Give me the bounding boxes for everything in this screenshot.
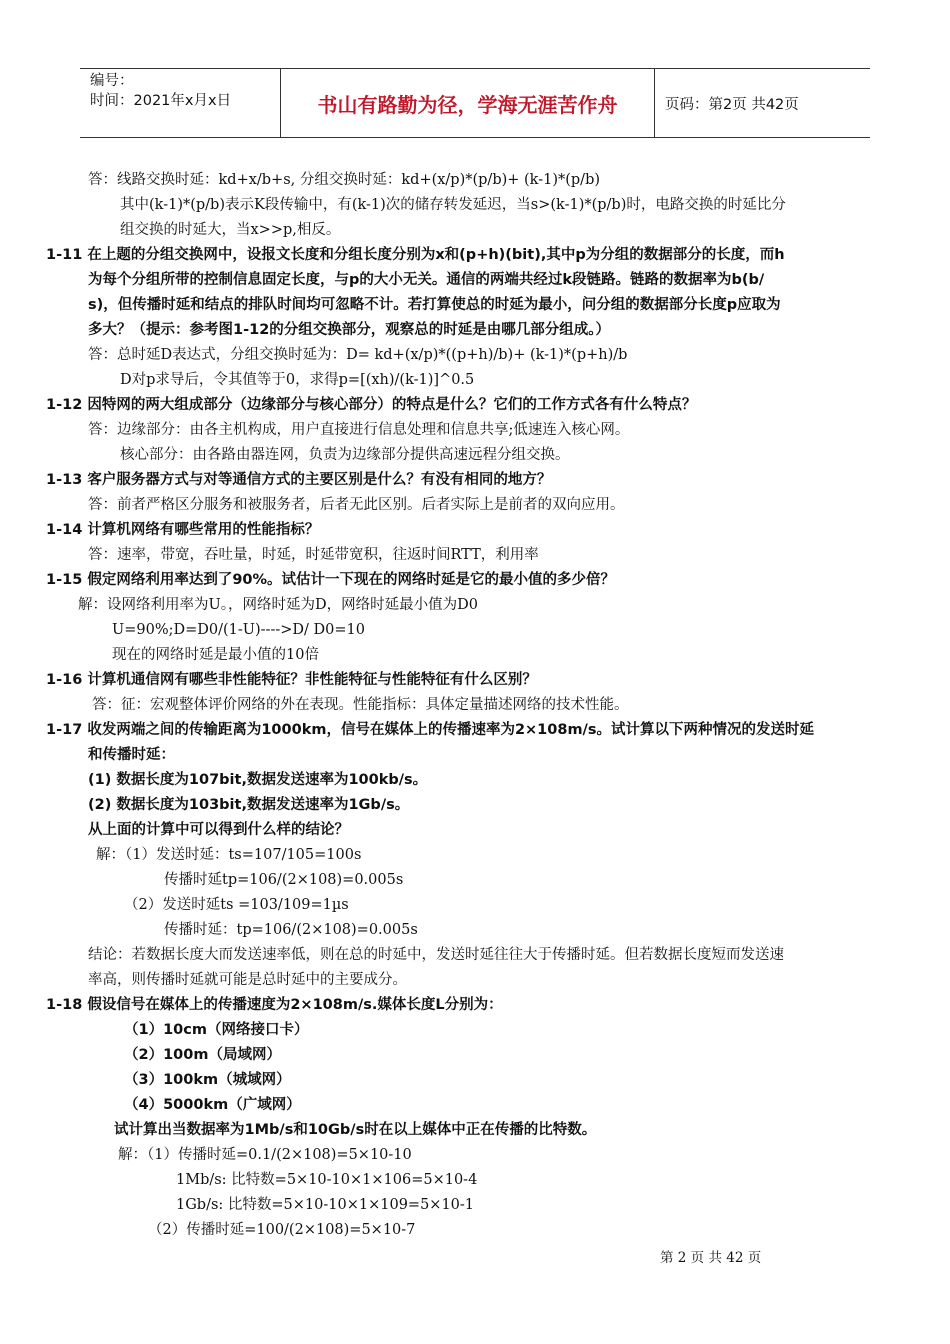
question-line: 1-16 计算机通信网有哪些非性能特征？非性能特征与性能特征有什么区别？ <box>46 672 537 688</box>
question-line: 1-13 客户服务器方式与对等通信方式的主要区别是什么？有没有相同的地方？ <box>46 472 552 488</box>
answer-line: 传播时延：tp=106/(2×108)=0.005s <box>164 922 418 938</box>
question-line: （1）10cm（网络接口卡） <box>124 1022 309 1038</box>
question-line: 1-11 在上题的分组交换网中，设报文长度和分组长度分别为x和(p+h)(bit),其中p为分组的数据部分的长度，而h <box>46 247 785 263</box>
answer-line: 解：（1）发送时延：ts=107/105=100s <box>96 847 362 863</box>
question-line: (1) 数据长度为107bit,数据发送速率为100kb/s。 <box>88 772 428 788</box>
answer-line: （2）传播时延=100/(2×108)=5×10-7 <box>148 1222 416 1238</box>
page-header <box>80 68 870 138</box>
question-line: （4）5000km（广域网） <box>124 1097 301 1113</box>
answer-line: 1Mb/s: 比特数=5×10-10×1×106=5×10-4 <box>176 1172 478 1188</box>
answer-line: 现在的网络时延是最小值的10倍 <box>112 647 319 663</box>
question-line: 1-17 收发两端之间的传输距离为1000km，信号在媒体上的传播速率为2×108m/s。试计算以下两种情况的发送时延 <box>46 722 814 738</box>
date-label: 时间：2021年x月x日 <box>90 93 232 109</box>
answer-line: 结论：若数据长度大而发送速率低，则在总的时延中，发送时延往往大于传播时延。但若数据长度短而发送速 <box>88 947 784 963</box>
question-line: 和传播时延： <box>88 747 175 763</box>
page-footer: 第 2 页 共 42 页 <box>660 1250 762 1266</box>
answer-line: 传播时延tp=106/(2×108)=0.005s <box>164 872 404 888</box>
answer-line: 答：速率，带宽，吞吐量，时延，时延带宽积，往返时间RTT，利用率 <box>88 547 539 563</box>
answer-line: 解：（1）传播时延=0.1/(2×108)=5×10-10 <box>118 1147 412 1163</box>
answer-line: 率高，则传播时延就可能是总时延中的主要成分。 <box>88 972 407 988</box>
answer-line: 答：线路交换时延：kd+x/b+s, 分组交换时延：kd+(x/p)*(p/b)+ (k-1)*(p/b) <box>88 172 601 188</box>
question-line: 多大？（提示：参考图1-12的分组交换部分，观察总的时延是由哪几部分组成。） <box>88 322 611 338</box>
question-line: (2) 数据长度为103bit,数据发送速率为1Gb/s。 <box>88 797 410 813</box>
question-line: 从上面的计算中可以得到什么样的结论？ <box>88 822 349 838</box>
question-line: s)，但传播时延和结点的排队时间均可忽略不计。若打算使总的时延为最小，问分组的数据部分长度p应取为 <box>88 297 781 313</box>
question-line: 1-12 因特网的两大组成部分（边缘部分与核心部分）的特点是什么？它们的工作方式各有什么特点？ <box>46 397 697 413</box>
question-line: 试计算出当数据率为1Mb/s和10Gb/s时在以上媒体中正在传播的比特数。 <box>114 1122 597 1138</box>
answer-line: 其中(k-1)*(p/b)表示K段传输中，有(k-1)次的储存转发延迟，当s>(k-1)*(p/b)时，电路交换的时延比分 <box>120 197 786 213</box>
answer-line: U=90%;D=D0/(1-U)---->D/ D0=10 <box>112 622 365 638</box>
question-line: （3）100km（城域网） <box>124 1072 291 1088</box>
answer-line: 核心部分：由各路由器连网，负责为边缘部分提供高速远程分组交换。 <box>120 447 570 463</box>
answer-line: 组交换的时延大，当x>>p,相反。 <box>120 222 341 238</box>
answer-line: 1Gb/s: 比特数=5×10-10×1×109=5×10-1 <box>176 1197 475 1213</box>
answer-line: （2）发送时延ts =103/109=1µs <box>124 897 349 913</box>
answer-line: 答：征：宏观整体评价网络的外在表现。性能指标：具体定量描述网络的技术性能。 <box>92 697 629 713</box>
page-number-label: 页码：第2页 共42页 <box>665 96 799 113</box>
motto: 书山有路勤为径，学海无涯苦作舟 <box>281 69 655 137</box>
question-line: 为每个分组所带的控制信息固定长度，与p的大小无关。通信的两端共经过k段链路。链路的数据率为b(b/ <box>88 272 765 288</box>
header-meta <box>80 69 281 137</box>
answer-line: D对p求导后，令其值等于0，求得p=[(xh)/(k-1)]^0.5 <box>120 372 475 388</box>
question-line: 1-18 假设信号在媒体上的传播速度为2×108m/s.媒体长度L分别为： <box>46 997 503 1013</box>
answer-line: 答：前者严格区分服务和被服务者，后者无此区别。后者实际上是前者的双向应用。 <box>88 497 625 513</box>
number-label: 编号： <box>90 73 134 89</box>
question-line: 1-14 计算机网络有哪些常用的性能指标？ <box>46 522 320 538</box>
answer-line: 答：总时延D表达式，分组交换时延为：D= kd+(x/p)*((p+h)/b)+ (k-1)*(p+h)/b <box>88 347 628 363</box>
answer-line: 答：边缘部分：由各主机构成，用户直接进行信息处理和信息共享;低速连入核心网。 <box>88 422 630 438</box>
question-line: （2）100m（局域网） <box>124 1047 281 1063</box>
question-line: 1-15 假定网络利用率达到了90%。试估计一下现在的网络时延是它的最小值的多少倍？ <box>46 572 616 588</box>
answer-line: 解：设网络利用率为U。，网络时延为D，网络时延最小值为D0 <box>78 597 478 613</box>
